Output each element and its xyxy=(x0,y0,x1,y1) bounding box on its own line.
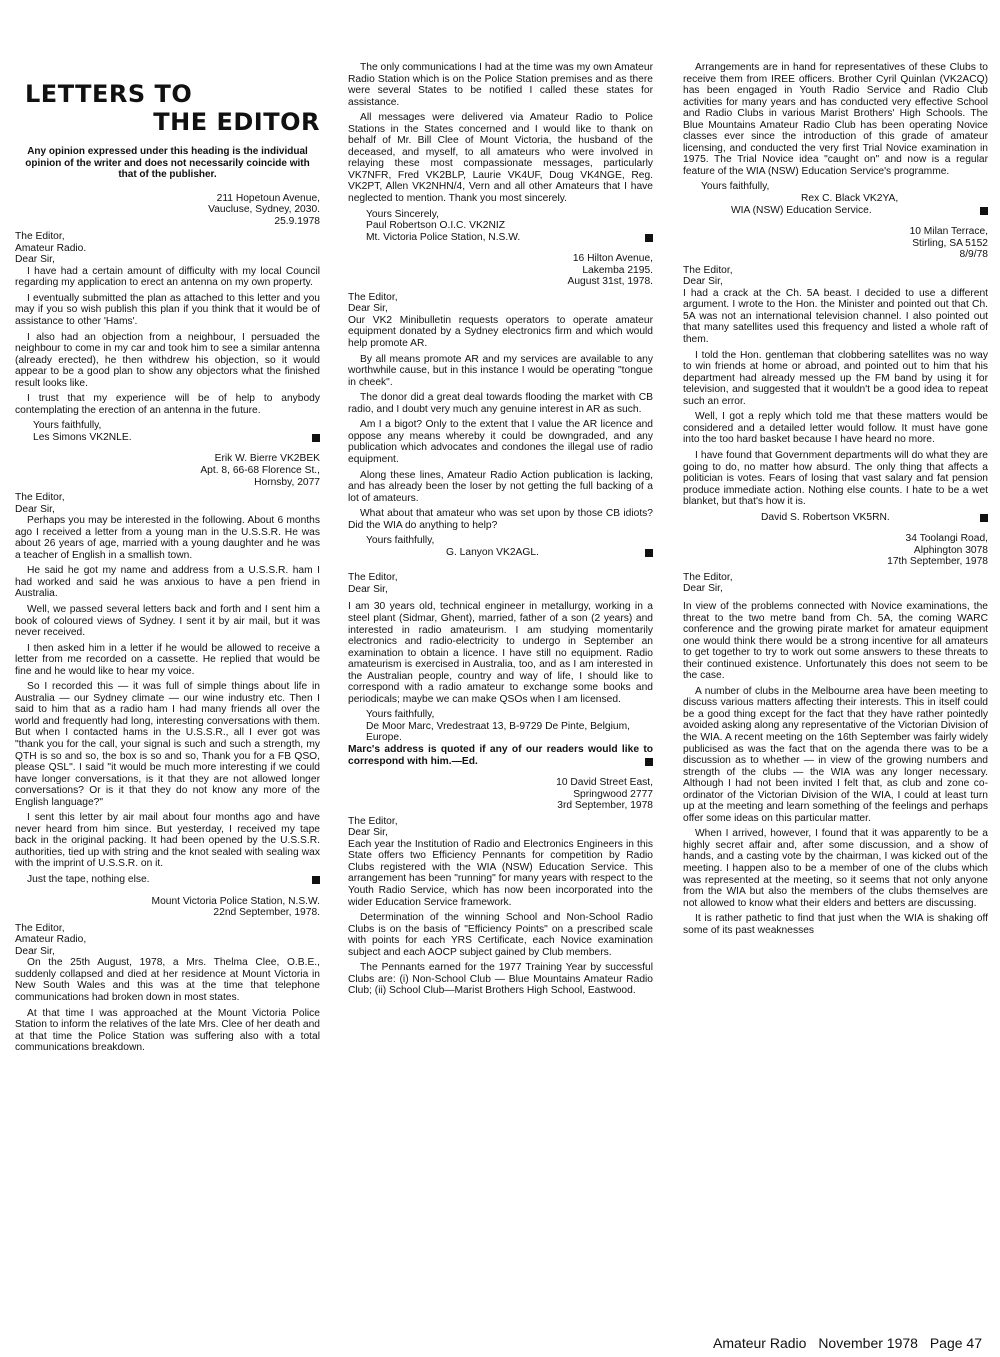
sender-address: Erik W. Bierre VK2BEK Apt. 8, 66-68 Florence St., Hornsby, 2077 xyxy=(200,453,320,488)
issue-date: November 1978 xyxy=(818,1335,918,1351)
paragraph: By all means promote AR and my services are available to any worthwhile cause, but in this instance I would be operating "tongue in cheek". xyxy=(348,353,653,388)
salutation: The Editor, Dear Sir, xyxy=(15,492,65,515)
signature: Yours faithfully, G. Lanyon VK2AGL. xyxy=(366,535,653,558)
sender-address: 10 David Street East, Springwood 2777 3rd September, 1978 xyxy=(556,777,653,812)
paragraph: Well, we passed several letters back and forth and I sent him a book of coloured views of Sydney. I sent it by air mail, but it was never received. xyxy=(15,604,320,639)
letter-lanyon xyxy=(348,253,653,558)
salutation: The Editor, Dear Sir, xyxy=(348,572,398,595)
sender-address: Mount Victoria Police Station, N.S.W. 22nd September, 1978. xyxy=(151,895,320,919)
paragraph: It is rather pathetic to find that just when the WIA is shaking off some of its past weaknesses xyxy=(683,913,988,936)
paragraph: What about that amateur who was set upon by those CB idiots? Did the WIA do anything to help? xyxy=(348,508,653,531)
end-mark-icon xyxy=(645,549,653,557)
salutation: The Editor, Dear Sir, xyxy=(683,571,733,595)
column-2 xyxy=(348,62,653,1001)
paragraph: Determination of the winning School and Non-School Radio Clubs is on the basis of "Efficiency Points" on a prescribed scale with points for each YRS Certificate, each Novice examination subject and each AOCP subject gained by Club members. xyxy=(348,912,653,958)
paragraph: Just the tape, nothing else. xyxy=(15,874,320,886)
column-1 xyxy=(15,80,320,1058)
paragraph: In view of the problems connected with Novice examinations, the threat to the two metre band from Ch. 5A, the coming WARC conference and the growing pirate market for amateur equipment one would think there would be a strong incentive for all amateurs to get together to try to work out some answers to these threats to their continued existence. Unfortunately this does not seem to be the case. xyxy=(683,600,988,682)
sender-address: 16 Hilton Avenue, Lakemba 2195. August 31st, 1978. xyxy=(567,253,653,288)
page-title-line2: THE EDITOR xyxy=(153,108,320,136)
letter-robertson-police xyxy=(15,896,320,1054)
signature: Yours faithfully, Les Simons VK2NLE. xyxy=(33,420,320,443)
paragraph: Each year the Institution of Radio and Electronics Engineers in this State offers two Efficiency Pennants for competition by Radio Clubs registered with the WIA (NSW) Education Service. This arrangement has been "running" for many years with respect to the Youth Radio Service, which has now been incorporated into the wider Education Service framework. xyxy=(348,838,653,908)
sender-address: 10 Milan Terrace, Stirling, SA 5152 8/9/78 xyxy=(909,226,988,261)
paragraph: At that time I was approached at the Mount Victoria Police Station to inform the relatives of the late Mrs. Clee of her death and at that time the Police Station was suffering also with a total communications breakdown. xyxy=(15,1007,320,1054)
letter-toolangi xyxy=(683,533,988,936)
salutation: The Editor, Dear Sir, xyxy=(348,291,398,315)
paragraph: When I arrived, however, I found that it was apparently to be a highly secret affair and, after some discussion, and a show of hands, and a casting vote by the chairman, I was kicked out of the meeting. I happen also to be a member of one of the clubs which was represented at the meeting, so it seems that not only anyone from the WIA but also the members of the clubs themselves are not allowed to know what their elders and betters are discussing. xyxy=(683,828,988,909)
sender-address: 34 Toolangi Road, Alphington 3078 17th September, 1978 xyxy=(887,533,988,568)
letter-black xyxy=(348,777,653,997)
paragraph: Arrangements are in hand for representatives of these Clubs to receive them from IREE officers. Brother Cyril Quinlan (VK2ACQ) has been engaged in Youth Radio Service and Radio Club activities for many years and has conducted very effective School and Radio Clubs in various Marist Brothers' High Schools. The Blue Mountains Amateur Radio Club has been operating Novice classes ever since the introduction of this grade of amateur licensing, and conducted the very first Trial Novice examination in 1975. The Trial Novice idea "caught on" and now is a regular feature of the WIA (NSW) Education Service's programme. xyxy=(683,62,988,177)
paragraph: I told the Hon. gentleman that clobbering satellites was no way to win friends at home or abroad, and pointed out to him that his department had already messed up the FM band by using it for television, and suggested that it wouldn't be a good idea to repeat such an error. xyxy=(683,349,988,407)
paragraph: Our VK2 Minibulletin requests operators to operate amateur equipment donated by a Sydney electronics firm and which would help promote AR. xyxy=(348,314,653,350)
paragraph: I then asked him in a letter if he would be allowed to receive a letter from me recorded on a cassette. He replied that would be fine and he would like to hear my voice. xyxy=(15,642,320,677)
paragraph: Along these lines, Amateur Radio Action publication is lacking, and has already been the loser by not getting the full backing of a lot of amateurs. xyxy=(348,469,653,504)
paragraph: Well, I got a reply which told me that these matters would be considered and a detailed letter would follow. It must have gone into the too hard basket because I have heard no more. xyxy=(683,411,988,446)
paragraph: The only communications I had at the time was my own Amateur Radio Station which is on the Police Station premises and as there were several States to be notified I called these states for assistance. xyxy=(348,62,653,108)
signature: David S. Robertson VK5RN. xyxy=(701,512,988,524)
letter-bierre xyxy=(15,453,320,885)
salutation: The Editor, Amateur Radio. Dear Sir, xyxy=(15,231,87,266)
signature: Yours faithfully, Rex C. Black VK2YA, WIA (NSW) Education Service. xyxy=(701,181,988,216)
paragraph: So I recorded this — it was full of simple things about life in Australia — our Sydney climate — our wine industry etc. Then I said to him that as a radio ham I had many friends all over the world and frequently had long, interesting conversations with them. But when I contacted hams in the U.S.S.R., all I ever got was "thank you for the call, your signal is such and such a strength, my QTH is so and so, the box is so and so, Thank you for a FB QSO, please QSL". I said "it would be much more interesting if we could have longer conversations, is it that they are not allowed longer conversations? Or is it that they do not know any more of the English language?" xyxy=(15,681,320,808)
paragraph: On the 25th August, 1978, a Mrs. Thelma Clee, O.B.E., suddenly collapsed and died at her residence at Mount Victoria in New South Wales and this was at the time that telephone communications had broken down in most states. xyxy=(15,957,320,1003)
letter-robertson-vk5rn xyxy=(683,226,988,523)
column-3 xyxy=(683,62,988,940)
editor-note: Marc's address is quoted if any of our readers would like to correspond with him.—Ed. xyxy=(348,743,653,767)
end-mark-icon xyxy=(980,207,988,215)
page-number: Page 47 xyxy=(929,1335,982,1351)
end-mark-icon xyxy=(645,758,653,766)
signature: Yours Sincerely, Paul Robertson O.I.C. VK2NIZ Mt. Victoria Police Station, N.S.W. xyxy=(366,209,653,244)
paragraph: I am 30 years old, technical engineer in metallurgy, working in a steel plant (Sidmar, Ghent), married, father of a son (2 years) and interested in radio amateurism. I am studying momentarily electronics and radio-electricity to undergo in September an examination to obtain a licence. I have still no equipment. Radio amateurism is exercised in Australia, too, and as I am interested in the Australian people, country and way of life, I should like to correspond with a radio amateur to exchange some books and periodicals; maybe we can make QSOs when I am licensed. xyxy=(348,601,653,705)
end-mark-icon xyxy=(312,876,320,884)
paragraph: I had a crack at the Ch. 5A beast. I decided to use a different argument. I wrote to the Hon. the Minister and pointed out that Ch. 5A was not an international television channel. I also pointed out that many satellites used this frequency and listed a whole raft of them. xyxy=(683,287,988,346)
paragraph: Perhaps you may be interested in the following. About 6 months ago I received a letter from a young man in the U.S.S.R. He was about 26 years of age, married with a young daughter and he was a teacher of English in a smallish town. xyxy=(15,515,320,561)
paragraph: I also had an objection from a neighbour, I persuaded the neighbour to come in my car and took him to see a similar antenna (already erected), he then withdrew his objection, so it would appear to be a good plan to show any objectors what the finished result looks like. xyxy=(15,331,320,389)
paragraph: He said he got my name and address from a U.S.S.R. ham I had worked and said he was anxious to have a pen friend in Australia. xyxy=(15,565,320,600)
page-footer xyxy=(705,1335,982,1351)
end-mark-icon xyxy=(645,234,653,242)
salutation: The Editor, Dear Sir, xyxy=(348,815,398,839)
signature: Yours faithfully, De Moor Marc, Vredestraat 13, B-9729 De Pinte, Belgium, Europe. xyxy=(366,709,630,744)
page-title-line1: LETTERS TO xyxy=(25,80,193,108)
paragraph: I eventually submitted the plan as attached to this letter and you may if you so wish publish this plan if you think that it would be of assistance to other 'Hams'. xyxy=(15,292,320,327)
paragraph: I have found that Government departments will do what they are going to do, no matter how absurd. The only thing that affects a politician is votes. Fears of losing that vast salary and fat pension produce immediate action. Nothing else counts. I hate to be a wet blanket, but that's how it is. xyxy=(683,449,988,508)
paragraph: I trust that my experience will be of help to anybody contemplating the erection of an antenna in the future. xyxy=(15,393,320,416)
paragraph: I have had a certain amount of difficulty with my local Council regarding my application to erect an antenna on my own property. xyxy=(15,265,320,289)
salutation: The Editor, Dear Sir, xyxy=(683,264,733,288)
paragraph: Am I a bigot? Only to the extent that I value the AR licence and oppose any means whereby it could be downgraded, and any publication which advocates and condones the illegal use of radio equipment. xyxy=(348,419,653,465)
end-mark-icon xyxy=(980,514,988,522)
paragraph: A number of clubs in the Melbourne area have been meeting to discuss various matters affecting their interests. This in itself could be a good thing except for the fact that they have rather pointedly avoided asking along any representative of the Victorian Division of the WIA. A recent meeting on the 16th September was fairly widely publicised as was the fact that on the agenda there was to be a discussion as to whether — in view of the growing numbers and strength of the clubs — the WIA was any longer necessary. Although I had not been invited I felt that, as club and zone co-ordinator of the Victorian Division of the WIA, I could at least turn up at the meeting and learn something of the feelings and perhaps offer some ideas on this particular matter. xyxy=(683,685,988,824)
salutation: The Editor, Amateur Radio, Dear Sir, xyxy=(15,922,87,957)
letter-de-moor xyxy=(348,572,653,767)
paragraph: All messages were delivered via Amateur Radio to Police Stations in the States concerned and I would like to thank on behalf of Mr. Bill Clee of Mount Victoria, the husband of the deceased, and myself, to all amateurs who were involved in relaying these most compassionate messages, particularly VK7NFR, Fred VK2BLP, Laurie VK4UF, Doug VK4NGE, Reg. VK2PT, Allen VK2NHN/4, Vern and all other Amateurs that I have neglected to mention. Thank you most sincerely. xyxy=(348,112,653,205)
paragraph: The donor did a great deal towards flooding the market with CB radio, and I doubt very much any genuine interest in AR as such. xyxy=(348,392,653,415)
end-mark-icon xyxy=(312,434,320,442)
paragraph: The Pennants earned for the 1977 Training Year by successful Clubs are: (i) Non-School Club — Blue Mountains Amateur Radio Club; (ii) School Club—Marist Brothers High School, Eastwood. xyxy=(348,962,653,997)
disclaimer: Any opinion expressed under this heading is the individual opinion of the writer and does not necessarily coincide with that of the publisher. xyxy=(25,146,310,180)
paragraph: I sent this letter by air mail about four months ago and have never heard from him since. But yesterday, I received my tape back in the original packing. It had been opened by the U.S.S.R. authorities, tied up with string and the knot sealed with sealing wax with the imprint of U.S.S.R. on it. xyxy=(15,812,320,870)
sender-address: 211 Hopetoun Avenue, Vaucluse, Sydney, 2030. 25.9.1978 xyxy=(208,192,320,227)
letter-simons xyxy=(15,193,320,444)
magazine-name: Amateur Radio xyxy=(713,1335,807,1351)
